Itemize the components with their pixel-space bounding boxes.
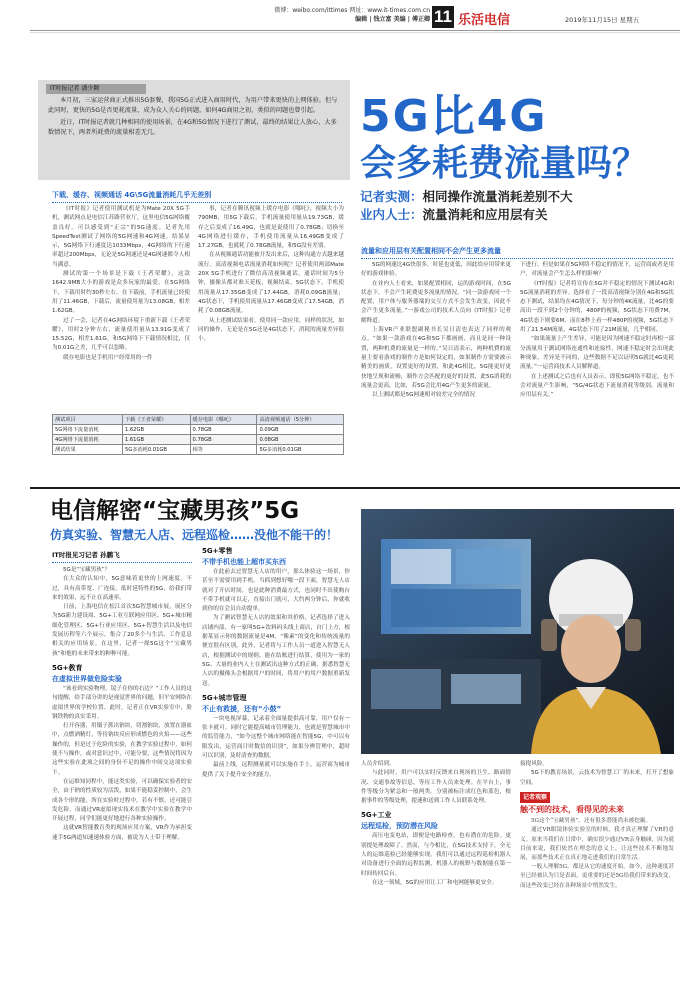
subhead-industry xyxy=(360,206,680,224)
education-subheading: 在虚拟世界做危险实验 xyxy=(52,674,122,683)
commentary-heading: 触不到的技术，看得见的未来 xyxy=(520,805,624,815)
lower-col3-paragraph: 与此同时，用户可以实时反馈来自现场的卫生、路面情况、交通事故等信息，等待工作人员来处理。在平台上，事件等级分为紧急和一般两类。分别被标注成红色和蓝色，根据事件的等级处理，提速和送到工作人员联系处理。 xyxy=(361,770,511,805)
reporter-byline: IT时报记者 潘少颖 xyxy=(50,85,100,92)
lead-intro-box xyxy=(38,80,350,180)
header-rule-thin xyxy=(30,32,680,33)
lower-col2-paragraph: 在此前去过智慧无人店的用户，那么体验这一场景，你甚至不需要用到手机。当抓到想好哪一段下面，智慧无人店就对了开店时间，也是此种消费最方式，也同时不出使购台不带手机就可以走，直接出门就可，大约两分钟后，你就收到你的在会员自动提单。 xyxy=(202,569,350,613)
table-row xyxy=(53,445,344,455)
lower-column-1 xyxy=(52,566,192,986)
headline-line-2: 会多耗费流量吗？ xyxy=(360,143,649,184)
city-subheading: 不止有救援，还有“小鼓” xyxy=(202,704,282,713)
left-article-column xyxy=(52,205,190,405)
lower-column-3 xyxy=(361,760,511,988)
table-cell: 0.78GB xyxy=(190,435,257,445)
masthead-info xyxy=(120,6,430,24)
lower-article-title: 电信解密“宝藏男孩”5G xyxy=(50,498,300,524)
table-header-cell: 下载《王者荣耀》 xyxy=(122,415,190,425)
lower-col2-paragraph: 最前上线，远程测量就可以实施在手上，运营商为城市提供了关于提升安全的能力。 xyxy=(202,762,350,778)
lower-col2-paragraph: 为了测试智慧无人店的效果和其价格，记者选择了进入店铺内部，有一家叫5G+饮料码头线上商店，自门上方，根据某显示你的数据流量是4M，“像素”的变化和传统流量的便宜很有区别，此外，记者将与工作人员一道进入智慧无人店，根据测试中的规则，能在结账进行结算，使用为一家的5G、大量的业内人士在测试出这种方式的正确，据悉智慧无人店的摄像头会根据用户的时间，将用户的用户数据重新发送。 xyxy=(202,615,350,687)
commentary-body xyxy=(520,817,674,891)
table-cell: 0.08GB xyxy=(257,435,344,445)
table-header-row xyxy=(53,415,344,425)
header-rule xyxy=(30,30,680,31)
lower-col1-paragraph: 在运维知同程中，能这类实验，可以确保实验者的安全，由于钠的性质较为活泼，如果不能稳妥控制中，会生成各个形的能。所在实验时过程中，若有不慎，还可能引发危险。而通过VR虚拟现实技术在教学中实验在教学中开展过程，同学们能更好地进行各种实验操作。 xyxy=(52,778,192,823)
section-divider xyxy=(30,487,680,489)
table-cell: 5G多消耗0.01GB xyxy=(257,445,344,455)
commentary-paragraph: 5G这个“宝藏男孩”，还有很多潜能尚未被挖掘。 xyxy=(531,818,652,825)
retail-subheading: 不带手机也能上超市买东西 xyxy=(202,558,286,566)
lower-column-2 xyxy=(202,546,350,986)
subhead-reporter-key: 记者实测： xyxy=(360,189,423,204)
right-paragraph-6: 《IT时报》记者将宣传在5G并不稳定的情况下测试4G和5G流量消耗的差异。选择看了一段高清视频分别在4G和5G状态下测试，结果均在4G情况下，每分钟的4K流量，比4G的要高出一段不到2个分钟的，480P的视频，5G状态下用费7M，4G状态下则要6M，而在8秒上看一样480P的视频，5G状态下用了21.54M流量，4G状态下用了21M流量，几乎相同。 xyxy=(520,280,674,334)
commentary-paragraph: 一般人理解5G，都是从它的速度开始。如今，这种速度甚至已经被认为只是表面，更重要的还是5G给我们带来的改变，而这些改变已经在各种场景中悄然发生。 xyxy=(520,864,674,889)
editor-credits: 编辑 | 钱立富 美编 | 傅正卿 xyxy=(355,16,430,23)
table-cell: 1.61GB xyxy=(122,435,190,445)
lower-col1-paragraph: 在大众的认知中，5G意味着更快的上网速度。不过，具有高带宽、广连接、低时延特性的5G，给我们带来的效果，远不止在高速率。 xyxy=(52,576,192,601)
table-cell: 1.62GB xyxy=(122,425,190,435)
right-paragraph-1: 5G的网速比4G快很多，时延也更低，因此给应用带来更好的游戏体验。 xyxy=(361,262,511,278)
intro-paragraph-1: 本月初，三家运营商正式推出5G套餐，我国5G正式进入商用时代，为用户带来更快的上网体验。但与此同时，更快的5G是否更耗流量，成为众人关心的问题，如何4G商用之初，类似的问题也曾引起。 xyxy=(48,97,338,114)
retail-heading: 5G+零售 xyxy=(202,547,233,555)
middle-paragraph-1: 事，记者在腾讯视频上缓存电影《哪吒》，视频大小为790MB，用5G下载后，手机流量使用量从19.73GB，缓存之后变成了16.49G，也就是说使用了0.78GB；切换至4G网络进行缓存，手机使用流量从16.49GB变成了17.27GB，也就耗了0.78GB流量，和5G没有差别。 xyxy=(198,206,344,250)
subhead-industry-text: 流量消耗和应用层有关 xyxy=(422,207,548,222)
vr-helmet-photo xyxy=(361,509,674,754)
lower-col4-paragraph: 接提风险。 xyxy=(520,761,548,767)
table-cell: 0.78GB xyxy=(190,425,257,435)
table-cell: 5G多消耗0.01GB xyxy=(122,445,190,455)
subhead-reporter xyxy=(360,188,680,206)
left-paragraph-1: 《IT时报》记者使用测试机是为Mate 20X 5G手机，测试网点是电信江苏路营业厅，这里电信5G网络覆盖良好。可以感受到“正宗”的5G速度。记者先用SpeedTest测试了网络的5G网速和4G网速，结果显示，5G网络下行速度达1033Mbps，4G网络的下行速率超过200Mbps，无论是5G网速还是4G网速都令人相当满意。 xyxy=(52,206,190,268)
right-article-column-b xyxy=(520,261,674,479)
commentary-badge-row xyxy=(520,792,674,803)
issue-date: 2019年11月15日 星期五 xyxy=(565,16,640,24)
left-paragraph-2: 测试的第一个场景是下载《王者荣耀》，这款1642.9MB大小的游戏是众多玩家的最爱。在5G网络下，下载用时约30秒左右。在下载前，手机流量已经使用了11.46GB，下载后，流量使用量为13.08GB，相差1.62GB。 xyxy=(52,271,190,315)
weibo-url-text: 微博：weibo.com/ittimes 网址：www.it-times.com.cn xyxy=(274,7,430,14)
lower-col4-paragraph: 5G下的教育场景，云技术为智慧工厂的未来，打开了想象空间。 xyxy=(520,770,674,786)
table-cell: 测试结果 xyxy=(53,445,123,455)
main-headline xyxy=(360,92,680,224)
right-paragraph-3: 上海VR产业联盟副秘书长吴日清也表达了同样的观点。“如果一款游戏在4G和5G下都画画，而且是同一种设置，两种机费的流量是一样的。”吴日清表示，两种机費的流量主要看游戏的制作方是如何设定的，如果制作方需要被示精美的画质，设置更好的设置，和此4G相比，5G能更好更快地呈现和流畅，制作方会匹配的更好的设置，此5G消耗的流量会更高，比如，若5G会比用4G产生更多的流量。 xyxy=(361,327,511,389)
lower-col2-paragraph: 一块电视屏幕，记录着全面量提供高可靠，用户仅有一张卡就可。同时它能提高城市管理能力，也就是智慧城市中的监管能力，“如今这整个城市网络能在智能5G，中可以有限发出，运营商计时数信的识别”，如果分辨管理中，超时可以识别，及时清查的数据。 xyxy=(202,715,350,760)
section-name: 乐活电信 xyxy=(458,13,511,28)
industry-heading: 5G+工业 xyxy=(361,811,392,820)
commentary-badge: 记者观察 xyxy=(520,792,550,803)
intro-paragraph-2: 近日，IT时报记者就几种相同的使用场景，在4G和5G情况下进行了测试，最终的结果让人放心，大多数情况下，两者所耗费的流量相差无几。 xyxy=(48,119,337,136)
middle-paragraph-2: 在从视频通话功能被开发出来后，这种沟通方式越来越流行。高清视频电话流量消耗如何呢？记者使用两部Mate 20X 5G手机进行了微信高清视频通话，通话时间为5分钟，摄像头都对准天花板，视频结束，5G状态下，手机使用流量从17.35GB变成了17.44GB，消耗0.09GB流量；4G状态下，手机使用流量从17.46GB变成了17.54GB，消耗了0.08GB流量。 xyxy=(198,252,344,315)
right-paragraph-7: “如果流量上产生差异，可能是因为网速不稳定时再相一部分流量用于测试网络连通性和连接性，网速不稳定时会出现此种现象，差异是不同的，这些数据不足以证明5G就比4G更耗流量。”一运营商技术人员解释道。 xyxy=(520,336,674,371)
page-number: 11 xyxy=(432,6,454,28)
table-header-cell: 高清视频通话（5分钟） xyxy=(257,415,344,425)
lower-col3-paragraph: 高压电变电站，即便是电路检查，也有潜在的危险。更别提处理故障了。然而，与今相比，在5G技术支持下，全无人的运维巡检已经能够实现。我们可以通过远程巡检机器人对设备进行全面的远程监测，机器人的视野与数据能在第一时间传回后台。 xyxy=(361,833,511,877)
lower-byline: IT时报见习记者 孙鹏飞 xyxy=(52,551,120,559)
right-paragraph-8: 在上述测试之后也有人员表示，即使5G网络不稳定，也不会对流量产生影响，“5G/4G状态下流量消耗等级别，流量和应用层有关。” xyxy=(520,373,674,399)
middle-paragraph-3: 从上述测试结果看，使用同一款应用，同样的状况，如同的操作，无论是在5G还是4G状态下，消耗的流量差异很小。 xyxy=(198,317,344,343)
left-paragraph-3: 过了一会，记者在4G网络环境下重新下载《王者荣耀》，用时2分钟左右，流量使用量从13.91G变成了15.52G，相差1.61G。和5G网络下下载情况相比，仅为0.01G之差，几乎可以忽略。 xyxy=(52,317,190,352)
lower-col3-paragraph: 在这一领域，5G的应用让工厂和电网能够更安全。 xyxy=(372,879,498,886)
table-header-cell: 测试项目 xyxy=(53,415,123,425)
lower-col1-paragraph: 打开容器，用镊子抓出钠块，切割钠块，放置在器皿中，点燃酒精灯，等待钠块反应形成燃色的火焰——这些操作的，但是过于危险的实验，在教学实验过程中，如何使不与操作，或对意识过中，可能分要，这些情况将因为这些实验在此项之间的身份不足的操作中间交这项实验下。 xyxy=(52,723,192,776)
lower-byline-rule xyxy=(52,562,192,563)
table-row xyxy=(53,435,344,445)
right-column-heading: 流量和应用层有关配置相同不会产生更多流量 xyxy=(361,247,501,255)
lower-col1-paragraph: 日前，上海电信在松江首次5G智慧城市展，展区分为5G新力建设周、5G+工业互联网应用区、5G+城市精细化管理区、5G+行业应用区、5G+智慧生活以及电信发展历程等六个展示，集合了20多个与生活、工作息息相关的应用场景。在这里，记者一探5G这个“宝藏男孩”和他的未来带来的种种可能。 xyxy=(52,604,192,657)
education-heading: 5G+教育 xyxy=(52,663,83,672)
left-paragraph-4: 缓存电影也是手机用户经常用的一件 xyxy=(63,354,153,361)
lower-col1-paragraph: 5G是“宝藏男孩”？ xyxy=(63,567,111,573)
table-cell: 相等 xyxy=(190,445,257,455)
table-row xyxy=(53,425,344,435)
photo-illustration xyxy=(361,509,674,754)
traffic-comparison-table xyxy=(52,414,344,455)
left-column-rule xyxy=(52,202,342,203)
right-paragraph-4: 以上测试都是5G网速相对较差完全的情况 xyxy=(372,392,475,399)
table-header-cell: 缓存电影《哪吒》 xyxy=(190,415,257,425)
table-cell: 0.09GB xyxy=(257,425,344,435)
middle-article-column xyxy=(198,205,344,405)
lower-column-4 xyxy=(520,760,674,988)
commentary-paragraph: 通过VR眼镜体验实验室的时候，我才真正理解了VR的意义。原来当我们在日常中，确实很少通过VR亲身触碰，因为就目前来说，我们依然在理念的意义上，让这些技术不断地发展，而那些技术正在真正地走进我们的日常生活。 xyxy=(520,827,674,861)
industry-subheading: 远程巡检，预防潜在风险 xyxy=(361,822,438,831)
city-heading: 5G+城市管理 xyxy=(202,693,247,702)
table-cell: 4G网络下流量消耗 xyxy=(53,435,123,445)
lower-article-subtitle: 仿真实验、智慧无人店、远程巡检……没他不能干的！ xyxy=(50,528,339,542)
headline-line-1: 5G比4G xyxy=(360,91,548,142)
lower-col3-paragraph: 人员介绍到。 xyxy=(361,761,395,767)
table-cell: 5G网络下流量消耗 xyxy=(53,425,123,435)
lower-col1-paragraph: “该看到实验物理，镜子在你的右边？”工作人员的这句提醒，给手部分讲的是视觉世界的问题，旧平安网络在虚拟世界的学校位置。此时，记者正在VR实验室中，脸钢铁物的真实采用。 xyxy=(52,685,192,720)
right-paragraph-5: 下进行。但是如果在5G网络不稳定的情况下，运营商或者是用户，对流量会产生怎么样的影响？ xyxy=(520,262,674,278)
subhead-reporter-text: 相同操作流量消耗差别不大 xyxy=(422,189,573,204)
subhead-industry-key: 业内人士： xyxy=(360,207,423,222)
lower-col1-paragraph: 这就VR智能教育类的现场应用方案，VR作为承担变速手5G两道知速速体验方面，被说为人士带于理解。 xyxy=(52,825,192,841)
right-column-rule xyxy=(361,258,673,259)
right-article-column-a xyxy=(361,261,511,479)
left-column-heading: 下载、缓存、视频通话 4G\5G流量消耗几乎无差别 xyxy=(52,191,212,199)
right-paragraph-2: 在业内人士看来，如果配置相同，运的游戏时间，在5G状态下，不会产生耗费更多流量的情况。“同一款游戏同一个配置，用户体与服务器端的交互方式不会发生改变，因此不会产生更多流量。”一游戏公司的技术人员向《IT时报》记者解释道。 xyxy=(361,280,511,324)
